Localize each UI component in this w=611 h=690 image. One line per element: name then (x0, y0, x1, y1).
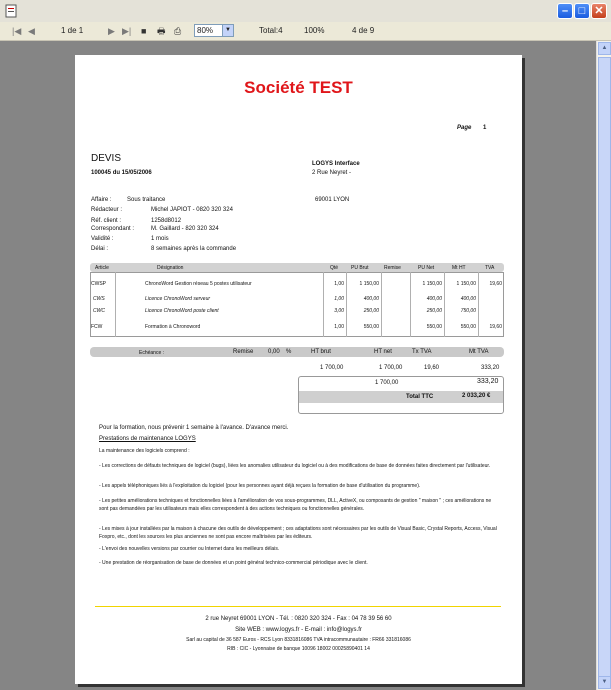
formation-note: Pour la formation, nous prévenir 1 semaine à l'avance. D'avance merci. (99, 425, 289, 431)
footer-divider (95, 606, 501, 607)
close-button[interactable]: ✕ (591, 3, 607, 19)
print-icon[interactable]: 🖶 (157, 26, 166, 36)
zoom-select[interactable] (194, 24, 234, 37)
export-icon[interactable]: ⎙ (174, 26, 182, 36)
total-ttc-label: Total TTC (406, 394, 434, 400)
sum-ht: 1 700,00 (375, 380, 399, 386)
footer-rib: RIB : CIC - Lyonnaise de banque 10096 18002 00025890401 14 (227, 646, 370, 652)
first-page-icon[interactable]: |◀ (12, 26, 22, 36)
company-name: Société TEST (244, 78, 353, 97)
col-article: Article (95, 265, 109, 271)
footer-address: 2 rue Neyret 69001 LYON - Tél. : 0820 320 324 - Fax : 04 78 39 56 60 (205, 616, 392, 622)
record-indicator: 4 de 9 (352, 26, 375, 35)
maintenance-item: - Les mises à jour installées par la maison à chacune des outils de développement ; ces adaptations sont nécessaires par les outils de Visual Basic, Crystal Reports, Access, Visual Foxpro, etc., dont les sources les plus anciennes ne sont pas encore maîtrisées par les éditeurs. (99, 526, 497, 540)
maintenance-item: - Les appels téléphoniques liés à l'exploitation du logiciel (pour les personnes ayant déjà reçues la formation de base d'utilisation du programme). (99, 483, 421, 489)
scroll-up-icon[interactable]: ▲ (598, 42, 611, 55)
table-cell-article: FCW (91, 324, 103, 330)
table-cell-qte: 1,00 (334, 296, 344, 302)
footer-web: Site WEB : www.logys.fr - E-mail : info@logys.fr (235, 627, 362, 633)
table-cell-pu-brut: 1 150,00 (359, 281, 379, 287)
stop-icon[interactable]: ■ (141, 26, 147, 36)
table-cell-mt-ht: 550,00 (460, 324, 476, 330)
column-divider (115, 272, 116, 337)
ht-net-value: 1 700,00 (379, 365, 403, 371)
tx-tva-label: Tx TVA (412, 349, 432, 355)
zoom-percent: 100% (304, 26, 325, 35)
total-count: Total:4 (259, 26, 283, 35)
scroll-down-icon[interactable]: ▼ (598, 676, 611, 689)
prestations-title: Prestations de maintenance LOGYS (99, 436, 196, 442)
info-label: Correspondant : (91, 226, 135, 232)
info-value: 1 mois (151, 236, 169, 242)
table-cell-qte: 1,00 (334, 324, 344, 330)
col-mt-ht: Mt HT (452, 265, 466, 271)
scroll-thumb[interactable] (598, 57, 611, 677)
table-cell-article: CWS (93, 296, 105, 302)
col-qte: Qté (330, 265, 339, 271)
table-cell-article: CWC (93, 308, 105, 314)
maintenance-item: - L'envoi des nouvelles versions par courrier ou Internet dans les meilleurs délais. (99, 546, 280, 552)
client-name: LOGYS Interface (312, 161, 360, 167)
ht-brut-value: 1 700,00 (320, 365, 344, 371)
remise-unit: % (286, 349, 292, 355)
table-header (90, 263, 504, 272)
table-cell-mt-ht: 750,00 (460, 308, 476, 314)
table-cell-designation: Licence ChronoWord poste client (145, 308, 219, 314)
table-cell-pu-net: 400,00 (426, 296, 442, 302)
remise-label: Remise (233, 349, 254, 355)
table-cell-pu-net: 550,00 (426, 324, 442, 330)
maximize-button[interactable]: □ (574, 3, 590, 19)
table-cell-designation: Formation à Chronoword (145, 324, 201, 330)
page-indicator: 1 de 1 (61, 26, 84, 35)
tx-tva-value: 19,60 (424, 365, 440, 371)
mt-tva-value: 333,20 (481, 365, 500, 371)
chevron-down-icon[interactable]: ▼ (222, 25, 233, 36)
zoom-value: 80% (197, 26, 214, 35)
last-page-icon[interactable]: ▶| (122, 26, 132, 36)
info-label: Rédacteur : (91, 207, 123, 213)
maintenance-item: - Les corrections de défauts techniques de logiciel (bugs), liées les anomalies utilisateur du logiciel ou à des modifications de base de données faites directement par l'utilisateur. (99, 463, 491, 469)
remise-value: 0,00 (268, 349, 280, 355)
table-cell-pu-net: 1 150,00 (422, 281, 442, 287)
col-remise: Remise (384, 265, 401, 271)
table-cell-pu-brut: 400,00 (363, 296, 379, 302)
maintenance-intro: La maintenance des logiciels comprend : (99, 448, 190, 454)
table-cell-qte: 3,00 (334, 308, 344, 314)
info-label: Réf. client : (91, 218, 122, 224)
table-cell-tva: 19,60 (489, 324, 502, 330)
table-cell-pu-net: 250,00 (426, 308, 442, 314)
table-cell-designation: ChronoWord Gestion réseau 5 postes utilisateur (145, 281, 252, 287)
column-divider (381, 272, 382, 337)
page-number: 1 (483, 125, 487, 131)
ht-brut-label: HT brut (311, 349, 331, 355)
maintenance-item: - Les petites améliorations techniques et fonctionnelles liées à l'amélioration de vos sous-programmes, DLL, ActiveX, ou composants de gestion " maison " ; ces améliorations ne sont pas demandées par les utilisateurs mais elles correspondent à des actions techniques ou fonctionnelles générales. (99, 498, 492, 512)
info-value: 1258d8012 (151, 218, 182, 224)
info-value: 8 semaines après la commande (151, 246, 237, 252)
client-address: 2 Rue Neyret - (312, 170, 352, 176)
table-cell-designation: Licence ChronoWord serveur (145, 296, 211, 302)
sum-tva: 333,20 (477, 378, 499, 385)
col-designation: Désignation (157, 265, 184, 271)
info-value: Michel JAPIOT - 0820 320 324 (151, 207, 233, 213)
page-label: Page (457, 125, 472, 131)
info-label: Délai : (91, 246, 109, 252)
next-page-icon[interactable]: ▶ (108, 26, 115, 36)
doc-type: DEVIS (91, 153, 122, 164)
vertical-scrollbar[interactable] (596, 41, 611, 690)
table-cell-article: CWSP (91, 281, 106, 287)
doc-ref: 100045 du 15/05/2006 (91, 170, 152, 176)
col-tva: TVA (485, 265, 495, 271)
table-cell-pu-brut: 550,00 (363, 324, 379, 330)
maintenance-item: - Une prestation de réorganisation de base de données et un point général technico-commercial périodique avec le client. (99, 560, 368, 566)
window-titlebar (0, 0, 611, 23)
info-value: M. Gaillard - 820 320 324 (151, 226, 219, 232)
info-value: Sous traitance (127, 197, 166, 203)
table-cell-mt-ht: 1 150,00 (456, 281, 476, 287)
client-city: 69001 LYON (315, 197, 350, 203)
footer-legal: Sarl au capital de 36 587 Euros - RCS Lyon 8331816086 TVA intracommunautaire : FR66 331816086 (186, 637, 411, 643)
table-cell-qte: 1,00 (334, 281, 344, 287)
minimize-button[interactable]: – (557, 3, 573, 19)
col-pu-brut: PU Brut (351, 265, 369, 271)
info-label: Affaire : (91, 197, 112, 203)
table-cell-tva: 19,60 (489, 281, 502, 287)
document-page (75, 55, 522, 684)
app-icon (4, 4, 18, 18)
table-cell-mt-ht: 400,00 (460, 296, 476, 302)
ht-net-label: HT net (374, 349, 392, 355)
echeance-label: Echéance : (139, 350, 165, 356)
info-label: Validité : (91, 236, 114, 242)
table-cell-pu-brut: 250,00 (363, 308, 379, 314)
total-ttc-value: 2 033,20 € (462, 393, 491, 399)
mt-tva-label: Mt TVA (469, 349, 489, 355)
report-toolbar (0, 22, 611, 41)
col-pu-net: PU Net (418, 265, 435, 271)
prev-page-icon[interactable]: ◀ (28, 26, 35, 36)
